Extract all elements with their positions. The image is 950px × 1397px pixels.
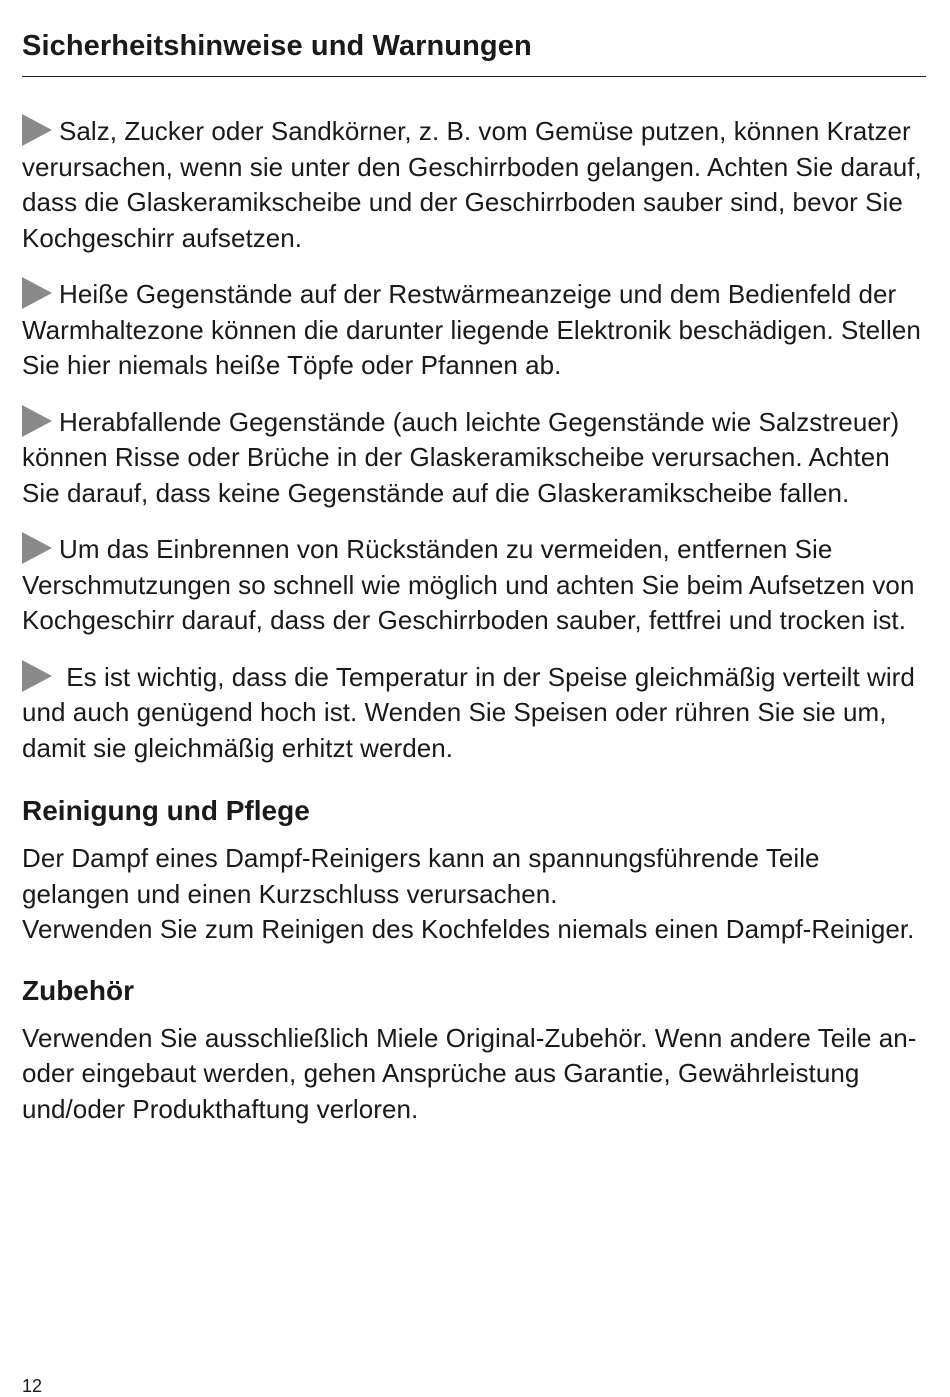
warning-paragraph (22, 405, 928, 512)
page-content (22, 114, 928, 1127)
zubehoer-text: Verwenden Sie ausschließlich Miele Original-Zubehör. Wenn andere Teile an- oder eingebaut werden, gehen Ansprüche aus Garantie, Gewährleistung und/oder Produkthaftung verloren. (22, 1022, 917, 1124)
warning-paragraph (22, 114, 928, 256)
section-heading-zubehoer: Zubehör (22, 974, 134, 1006)
warning-text: Es ist wichtig, dass die Temperatur in der Speise gleichmäßig verteilt wird und auch genügend hoch ist. Wenden Sie Speisen oder rühren Sie sie um, damit sie gleichmäßig erhitzt werden. (22, 661, 923, 763)
warning-paragraph (22, 660, 928, 767)
warning-paragraph (22, 532, 928, 639)
warning-arrow-icon (22, 660, 52, 692)
warning-arrow-icon (22, 114, 52, 146)
reinigung-text-1: Der Dampf eines Dampf-Reinigers kann an spannungsführende Teile gelangen und einen Kurzschluss verursachen. (22, 843, 820, 909)
warning-paragraph (22, 277, 928, 384)
warning-text: Herabfallende Gegenstände (auch leichte Gegenstände wie Salzstreuer) können Risse oder Brüche in der Glaskeramikscheibe verursachen. Achten Sie darauf, dass keine Gegenstände auf die Glaskeramikscheibe fallen. (22, 406, 900, 508)
title-divider (22, 76, 926, 77)
warning-text: Salz, Zucker oder Sandkörner, z. B. vom Gemüse putzen, können Kratzer verursachen, wenn sie unter den Geschirrboden gelangen. Achten Sie darauf, dass die Glaskeramikscheibe und der Geschirrboden sauber sind, bevor Sie Kochgeschirr aufsetzen. (22, 116, 922, 253)
warning-text: Heiße Gegenstände auf der Restwärmeanzeige und dem Bedienfeld der Warmhaltezone können die darunter liegende Elektronik beschädigen. Stellen Sie hier niemals heiße Töpfe oder Pfannen ab. (22, 279, 921, 380)
warning-arrow-icon (22, 277, 52, 309)
page-title: Sicherheitshinweise und Warnungen (22, 30, 532, 62)
warning-arrow-icon (22, 405, 52, 437)
page-number: 12 (22, 1376, 43, 1396)
section-heading-reinigung: Reinigung und Pflege (22, 795, 310, 826)
warning-text: Um das Einbrennen von Rückständen zu vermeiden, entfernen Sie Verschmutzungen so schnell wie möglich und achten Sie beim Aufsetzen von Kochgeschirr darauf, dass der Geschirrboden sauber, fettfrei und trocken ist. (22, 534, 915, 635)
warning-arrow-icon (22, 532, 52, 564)
reinigung-text-2: Verwenden Sie zum Reinigen des Kochfeldes niemals einen Dampf-Reiniger. (22, 914, 915, 944)
